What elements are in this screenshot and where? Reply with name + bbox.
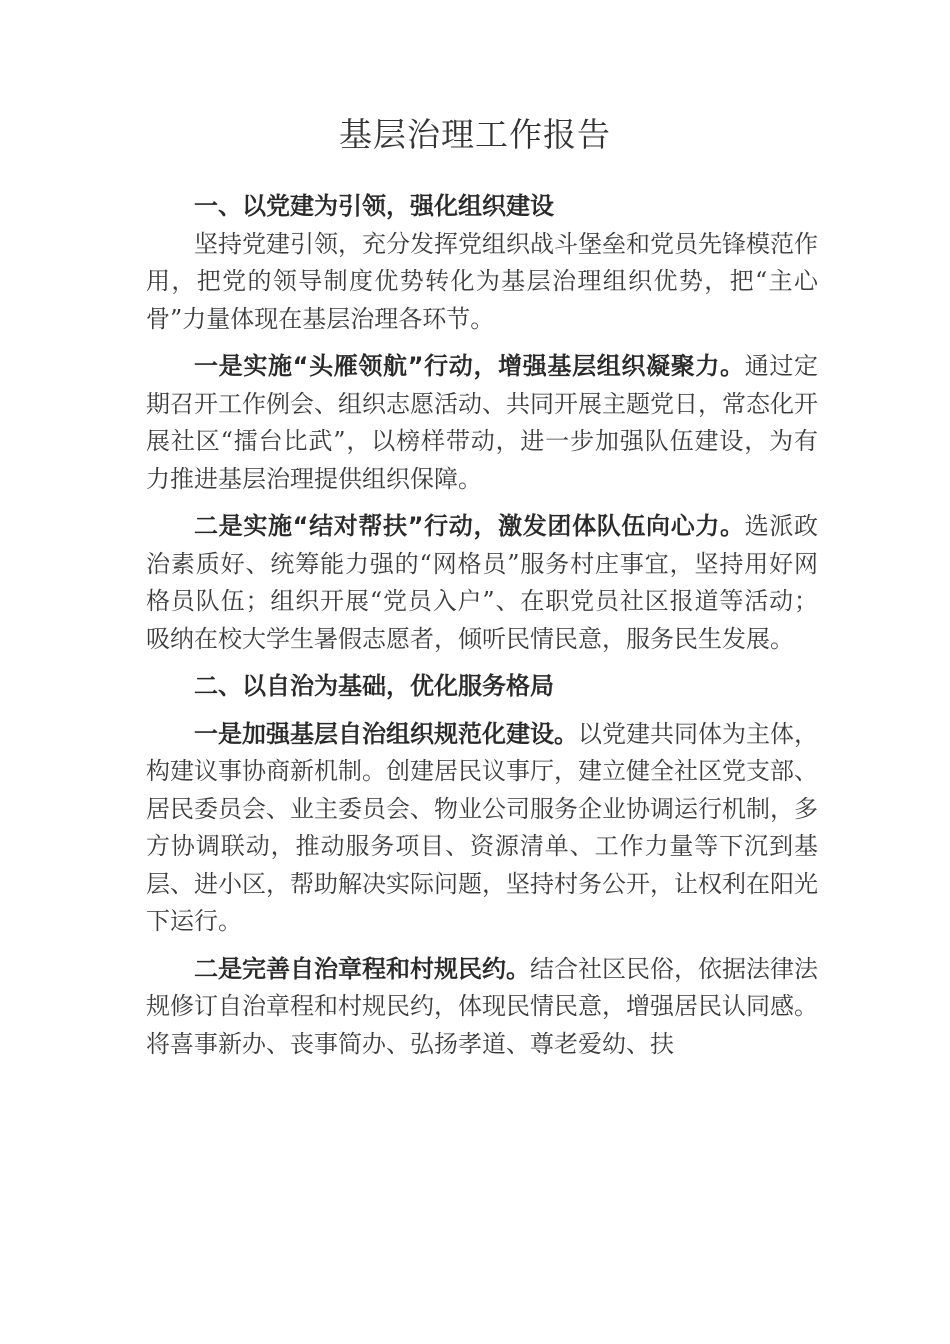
section-heading-1: 一、以党建为引领，强化组织建设: [194, 192, 554, 220]
item-lead: 一是实施“头雁领航”行动，增强基层组织凝聚力。: [194, 352, 745, 380]
section-2-item-1: [146, 716, 818, 941]
section-2-item-2: [146, 951, 818, 1064]
document-title: 基层治理工作报告: [339, 115, 611, 154]
section-1-intro: 坚持党建引领，充分发挥党组织战斗堡垒和党员先锋模范作用，把党的领导制度优势转化为基层治理组织优势，把“主心骨”力量体现在基层治理各环节。: [146, 229, 818, 333]
section-1-item-1: [146, 348, 818, 498]
section-1-item-2: [146, 508, 818, 658]
section-heading-2: 二、以自治为基础，优化服务格局: [194, 672, 554, 700]
item-lead: 二是完善自治章程和村规民约。: [194, 954, 530, 983]
item-text: 通过定期召开工作例会、组织志愿活动、共同开展主题党日，常态化开展社区“擂台比武”，以榜样带动，进一步加强队伍建设，为有力推进基层治理提供组织保障。: [146, 352, 819, 493]
item-text: 结合社区民俗，依据法律法规修订自治章程和村规民约，体现民情民意，增强居民认同感。将喜事新办、丧事简办、弘扬孝道、尊老爱幼、扶: [146, 954, 818, 1058]
item-text: 以党建共同体为主体，构建议事协商新机制。创建居民议事厅，建立健全社区党支部、居民委员会、业主委员会、物业公司服务企业协调运行机制，多方协调联动，推动服务项目、资源清单、工作力量等下沉到基层、进小区，帮助解决实际问题，坚持村务公开，让权利在阳光下运行。: [146, 719, 818, 935]
document-body: [146, 188, 818, 1073]
item-lead: 二是实施“结对帮扶”行动，激发团体队伍向心力。: [194, 512, 745, 540]
item-text: 选派政治素质好、统筹能力强的“网格员”服务村庄事宜，坚持用好网格员队伍；组织开展“党员入户”、在职党员社区报道等活动；吸纳在校大学生暑假志愿者，倾听民情民意，服务民生发展。: [146, 512, 819, 653]
item-lead: 一是加强基层自治组织规范化建设。: [194, 719, 578, 748]
